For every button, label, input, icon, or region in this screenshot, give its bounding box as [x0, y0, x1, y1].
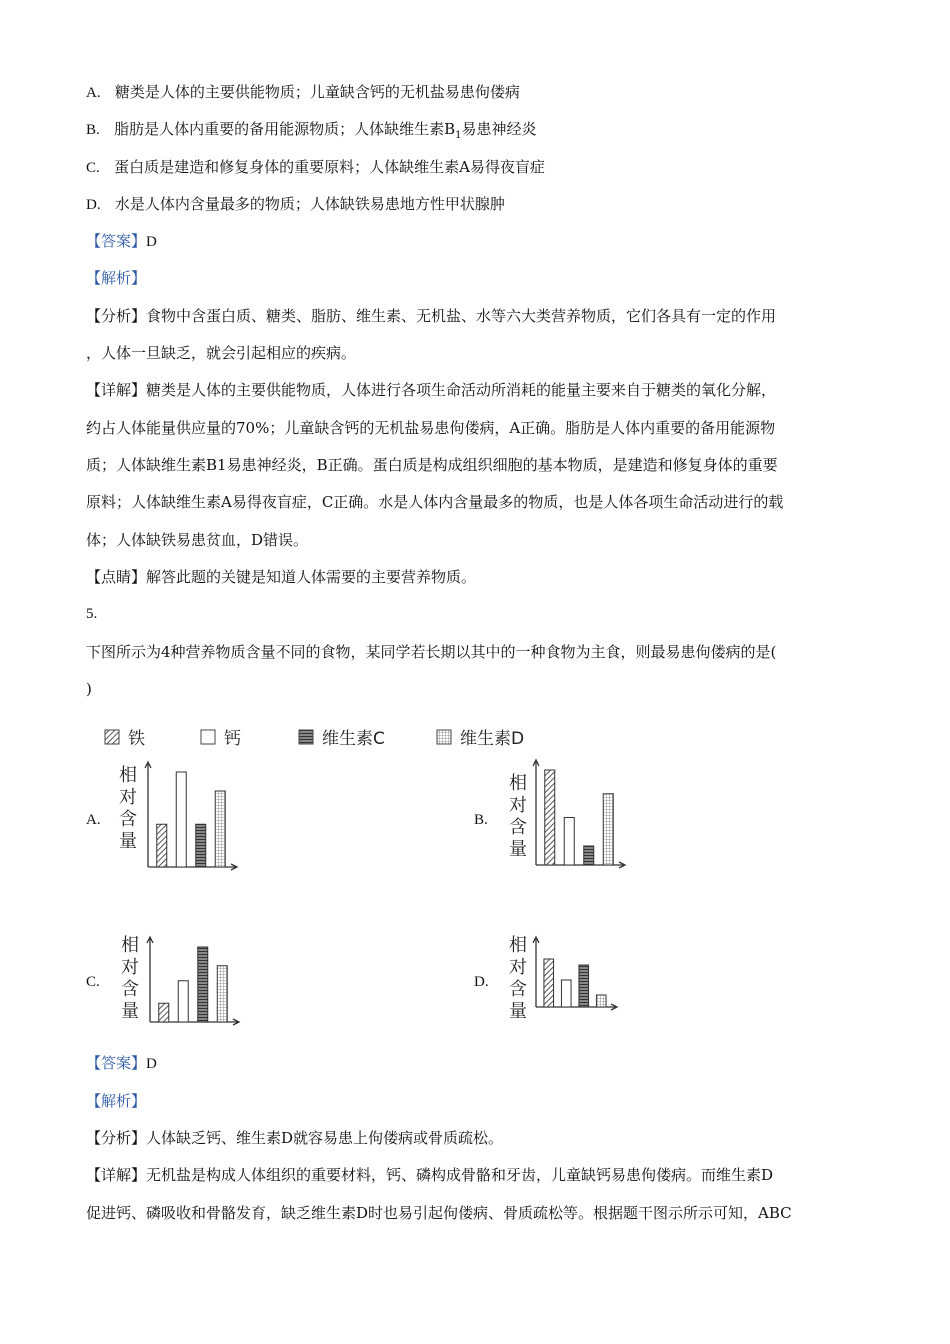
chart-a-label: A.	[86, 812, 101, 828]
option-b	[86, 119, 537, 146]
legend-label: 铁	[128, 729, 145, 749]
option-a	[86, 82, 520, 103]
option-letter: B.	[86, 122, 100, 138]
bar	[584, 846, 594, 865]
ylabel-char: 含	[509, 817, 527, 838]
analysis-tag: 【解析】	[86, 1092, 147, 1110]
dense-swatch-icon	[298, 729, 314, 745]
legend-item-vitamin-d	[436, 724, 524, 749]
ylabel-char: 对	[119, 787, 137, 808]
bar	[157, 824, 167, 867]
chart-c	[142, 935, 242, 1030]
ylabel-char: 含	[121, 979, 139, 1000]
chart-a-ylabel	[117, 765, 139, 853]
legend-item-iron	[104, 724, 145, 749]
option-text-b: B	[444, 120, 456, 138]
bar	[215, 791, 225, 867]
bar	[544, 959, 554, 1007]
grid-swatch-icon	[436, 729, 452, 745]
chart-b	[528, 758, 628, 873]
empty-swatch-icon	[200, 729, 216, 745]
ylabel-char: 量	[509, 1001, 527, 1022]
option-text: 脂肪是人体内重要的备用能源物质；人体缺维生素	[114, 120, 445, 138]
bar	[178, 981, 188, 1022]
ylabel-char: 相	[509, 935, 527, 956]
y-axis	[145, 762, 151, 867]
q4-xiangjie-line1	[86, 380, 776, 400]
ylabel-char: 相	[509, 773, 527, 794]
option-d	[86, 194, 505, 215]
ylabel-char: 含	[509, 979, 527, 1000]
xiangjie-text: 糖类是人体的主要供能物质，人体进行各项生命活动所消耗的能量主要来自于糖类的氧化分解，	[146, 381, 777, 399]
legend-label: 维生素C	[322, 729, 385, 749]
ylabel-char: 对	[509, 957, 527, 978]
xiangjie-text: 无机盐是构成人体组织的重要材料，钙、磷构成骨骼和牙齿，儿童缺钙易患佝偻病。而维生素D	[146, 1166, 774, 1184]
q4-xiangjie-line2: 约占人体能量供应量的70%；儿童缺含钙的无机盐易患佝偻病，A正确。脂肪是人体内重要的备用能源物	[86, 419, 776, 437]
chart-b-label: B.	[474, 812, 488, 828]
q4-fenxi-line2: ，人体一旦缺乏，就会引起相应的疾病。	[86, 344, 357, 362]
answer-tag: 【答案】	[86, 232, 147, 250]
ylabel-char: 相	[119, 765, 137, 786]
q5-xiangjie-line1	[86, 1165, 773, 1185]
subscript: 1	[455, 130, 462, 141]
q4-xiangjie-line5: 体；人体缺铁易患贫血，D错误。	[86, 531, 309, 549]
option-letter: D.	[86, 197, 101, 213]
option-text: 糖类是人体的主要供能物质；儿童缺含钙的无机盐易患佝偻病	[114, 83, 520, 101]
option-text-after: 易患神经炎	[461, 120, 537, 138]
ylabel-char: 含	[119, 809, 137, 830]
legend-label: 维生素D	[460, 729, 525, 749]
chart-b-ylabel	[507, 773, 529, 861]
xiangjie-tag: 【详解】	[86, 381, 147, 399]
bar	[545, 770, 555, 865]
bar	[603, 794, 613, 865]
analysis-tag: 【解析】	[86, 269, 147, 287]
bar	[159, 1003, 169, 1022]
q5-stem-line2: )	[86, 680, 92, 698]
bar	[579, 965, 589, 1007]
dianjing-text: 解答此题的关键是知道人体需要的主要营养物质。	[146, 568, 477, 586]
q4-xiangjie-line4: 原料；人体缺维生素A易得夜盲症，C正确。水是人体内含量最多的物质，也是人体各项生命活动进行的载	[86, 493, 784, 511]
q5-xiangjie-line2: 促进钙、磷吸收和骨骼发育，缺乏维生素D时也易引起佝偻病、骨质疏松等。根据题干图示所示可知，ABC	[86, 1204, 792, 1222]
bar	[596, 995, 606, 1007]
q5-answer	[86, 1053, 157, 1074]
chart-d-ylabel	[507, 935, 529, 1023]
y-axis	[533, 760, 539, 865]
ylabel-char: 量	[119, 831, 137, 852]
option-letter: A.	[86, 85, 101, 101]
legend-item-vitamin-c	[298, 724, 385, 749]
legend-item-calcium	[200, 724, 241, 749]
option-text: 水是人体内含量最多的物质；人体缺铁易患地方性甲状腺肿	[114, 195, 505, 213]
ylabel-char: 对	[121, 957, 139, 978]
fenxi-text: 人体缺乏钙、维生素D就容易患上佝偻病或骨质疏松。	[146, 1129, 504, 1147]
bar	[198, 947, 208, 1022]
bar	[176, 772, 186, 867]
q4-analysis-heading	[86, 268, 146, 288]
q4-xiangjie-line3: 质；人体缺维生素B1易患神经炎，B正确。蛋白质是构成组织细胞的基本物质，是建造和修复身体的重要	[86, 456, 778, 474]
answer-tag: 【答案】	[86, 1054, 147, 1072]
ylabel-char: 对	[509, 795, 527, 816]
chart-legend	[104, 724, 564, 752]
q5-analysis-heading	[86, 1091, 146, 1111]
dianjing-tag: 【点睛】	[86, 568, 147, 586]
q5-number: 5.	[86, 606, 98, 622]
hatch-swatch-icon	[104, 729, 120, 745]
ylabel-char: 相	[121, 935, 139, 956]
fenxi-tag: 【分析】	[86, 307, 147, 325]
bar	[564, 818, 574, 866]
xiangjie-tag: 【详解】	[86, 1166, 147, 1184]
y-axis	[533, 937, 539, 1007]
option-c	[86, 157, 545, 178]
chart-d	[528, 935, 620, 1015]
q4-answer	[86, 231, 157, 252]
y-axis	[147, 937, 153, 1022]
chart-a	[140, 760, 240, 875]
q4-fenxi-line1	[86, 306, 776, 326]
option-text: 蛋白质是建造和修复身体的重要原料；人体缺维生素A易得夜盲症	[114, 158, 545, 176]
chart-c-ylabel	[119, 935, 141, 1023]
q5-stem-line1: 下图所示为4种营养物质含量不同的食物，某同学若长期以其中的一种食物为主食，则最易患佝偻病的是(	[86, 643, 777, 661]
bar	[196, 824, 206, 867]
bar	[217, 966, 227, 1022]
q4-dianjing	[86, 567, 476, 587]
fenxi-tag: 【分析】	[86, 1129, 147, 1147]
answer-value: D	[146, 1056, 157, 1072]
chart-c-label: C.	[86, 974, 100, 990]
fenxi-text: 食物中含蛋白质、糖类、脂肪、维生素、无机盐、水等六大类营养物质，它们各具有一定的作用	[146, 307, 777, 325]
ylabel-char: 量	[121, 1001, 139, 1022]
option-letter: C.	[86, 160, 100, 176]
ylabel-char: 量	[509, 839, 527, 860]
legend-label: 钙	[224, 729, 241, 749]
q5-fenxi	[86, 1128, 503, 1148]
bar	[561, 980, 571, 1007]
answer-value: D	[146, 234, 157, 250]
chart-d-label: D.	[474, 974, 489, 990]
